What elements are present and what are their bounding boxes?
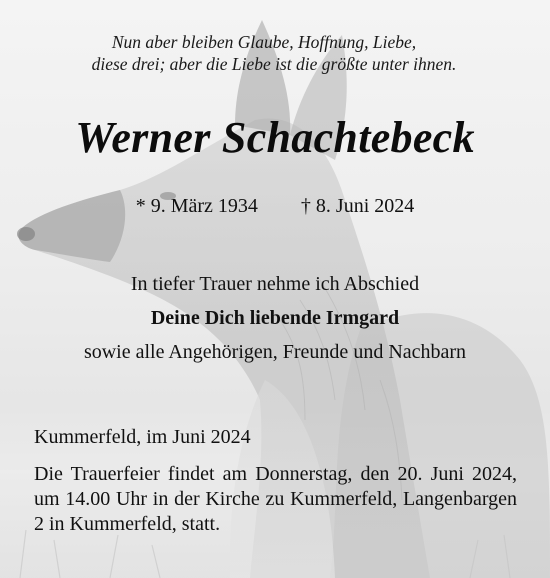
- bible-quote-line-2: diese drei; aber die Liebe ist die größte unter ihnen.: [91, 54, 457, 74]
- bible-quote-line-1: Nun aber bleiben Glaube, Hoffnung, Liebe,: [111, 32, 417, 52]
- death-date: † 8. Juni 2024: [300, 195, 415, 217]
- birth-date: * 9. März 1934: [135, 195, 258, 217]
- life-dates: [0, 195, 550, 218]
- deceased-name: Werner Schachtebeck: [75, 113, 475, 162]
- relatives-line: sowie alle Angehörigen, Freunde und Nachbarn: [83, 341, 467, 363]
- mourner-name: Deine Dich liebende Irmgard: [150, 307, 400, 329]
- place-and-date: Kummerfeld, im Juni 2024: [34, 426, 251, 448]
- mourning-line: In tiefer Trauer nehme ich Abschied: [130, 273, 420, 295]
- funeral-service-info: Die Trauerfeier findet am Donnerstag, den 20. Juni 2024, um 14.00 Uhr in der Kirche zu Kummerfeld, Langenbargen 2 in Kummerfeld, statt.: [34, 463, 517, 535]
